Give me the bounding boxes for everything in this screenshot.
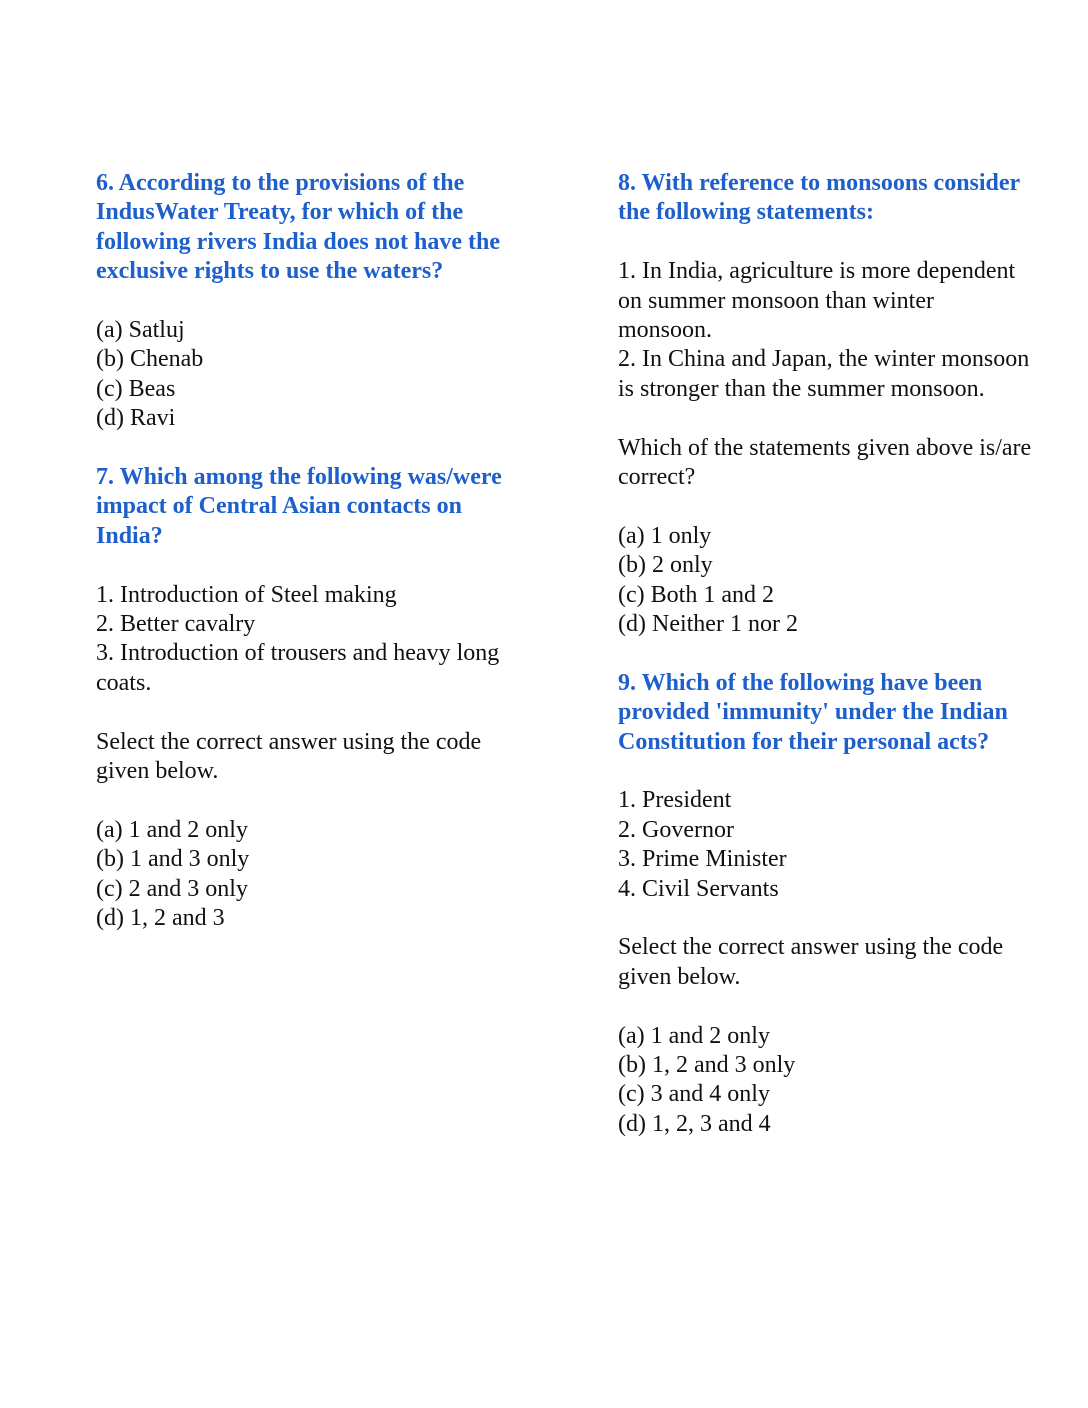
- text-line: 1. In India, agriculture is more dependent: [618, 258, 1016, 285]
- question-6-options: [96, 316, 556, 434]
- answer-option: (c) Beas: [96, 375, 176, 402]
- text-line: the following statements:: [618, 199, 874, 226]
- answer-option: (c) 2 and 3 only: [96, 875, 248, 902]
- answer-option: (d) 1, 2, 3 and 4: [618, 1110, 771, 1137]
- text-line: given below.: [618, 963, 741, 990]
- question-7-heading: [96, 463, 556, 551]
- answer-option: (a) 1 and 2 only: [618, 1022, 770, 1049]
- answer-option: (d) Ravi: [96, 405, 176, 432]
- answer-option: (b) 1 and 3 only: [96, 846, 250, 873]
- text-line: given below.: [96, 758, 219, 785]
- text-line: 8. With reference to monsoons consider: [618, 170, 1021, 196]
- text-line: 7. Which among the following was/were: [96, 464, 502, 491]
- answer-option: (a) 1 only: [618, 522, 712, 549]
- question-7-options: [96, 816, 556, 934]
- answer-option: (d) 1, 2 and 3: [96, 905, 225, 932]
- text-line: IndusWater Treaty, for which of the: [96, 199, 464, 226]
- answer-option: (a) 1 and 2 only: [96, 816, 248, 843]
- answer-option: (a) Satluj: [96, 317, 185, 344]
- text-line: 3. Introduction of trousers and heavy long: [96, 640, 500, 667]
- answer-option: (b) Chenab: [96, 346, 204, 373]
- question-9-statements: [618, 786, 1078, 904]
- text-line: on summer monsoon than winter: [618, 287, 934, 314]
- text-line: coats.: [96, 669, 152, 696]
- text-line: provided 'immunity' under the Indian: [618, 699, 1008, 726]
- question-9-heading: [618, 669, 1078, 757]
- text-line: 1. President: [618, 787, 732, 814]
- text-line: 4. Civil Servants: [618, 875, 779, 902]
- text-line: 9. Which of the following have been: [618, 669, 983, 696]
- text-line: India?: [96, 522, 163, 549]
- answer-option: (c) Both 1 and 2: [618, 581, 774, 608]
- answer-option: (c) 3 and 4 only: [618, 1081, 770, 1108]
- text-line: correct?: [618, 464, 696, 491]
- question-8-heading: [618, 169, 1078, 228]
- right-column: [618, 169, 1078, 1169]
- text-line: 2. Governor: [618, 816, 734, 843]
- question-6-heading: [96, 169, 556, 287]
- question-8-options: [618, 522, 1078, 640]
- text-line: Constitution for their personal acts?: [618, 728, 990, 755]
- text-line: following rivers India does not have the: [96, 228, 501, 255]
- text-line: impact of Central Asian contacts on: [96, 493, 462, 520]
- question-8-statements: [618, 257, 1078, 404]
- text-line: 1. Introduction of Steel making: [96, 581, 397, 608]
- answer-option: (d) Neither 1 nor 2: [618, 611, 798, 638]
- text-line: monsoon.: [618, 317, 713, 344]
- question-9-options: [618, 1022, 1078, 1140]
- question-8-instruction: [618, 434, 1078, 493]
- question-7-instruction: [96, 728, 556, 787]
- text-line: 2. In China and Japan, the winter monsoon: [618, 346, 1030, 373]
- answer-option: (b) 1, 2 and 3 only: [618, 1052, 796, 1079]
- text-line: Select the correct answer using the code: [618, 934, 1004, 961]
- text-line: 2. Better cavalry: [96, 611, 256, 638]
- text-line: is stronger than the summer monsoon.: [618, 375, 985, 402]
- text-line: Select the correct answer using the code: [96, 728, 482, 755]
- answer-option: (b) 2 only: [618, 552, 713, 579]
- question-9-instruction: [618, 933, 1078, 992]
- left-column: [96, 169, 556, 963]
- text-line: exclusive rights to use the waters?: [96, 258, 444, 285]
- question-7-statements: [96, 581, 556, 699]
- text-line: 6. According to the provisions of the: [96, 170, 465, 196]
- text-line: Which of the statements given above is/are: [618, 434, 1032, 461]
- text-line: 3. Prime Minister: [618, 846, 787, 873]
